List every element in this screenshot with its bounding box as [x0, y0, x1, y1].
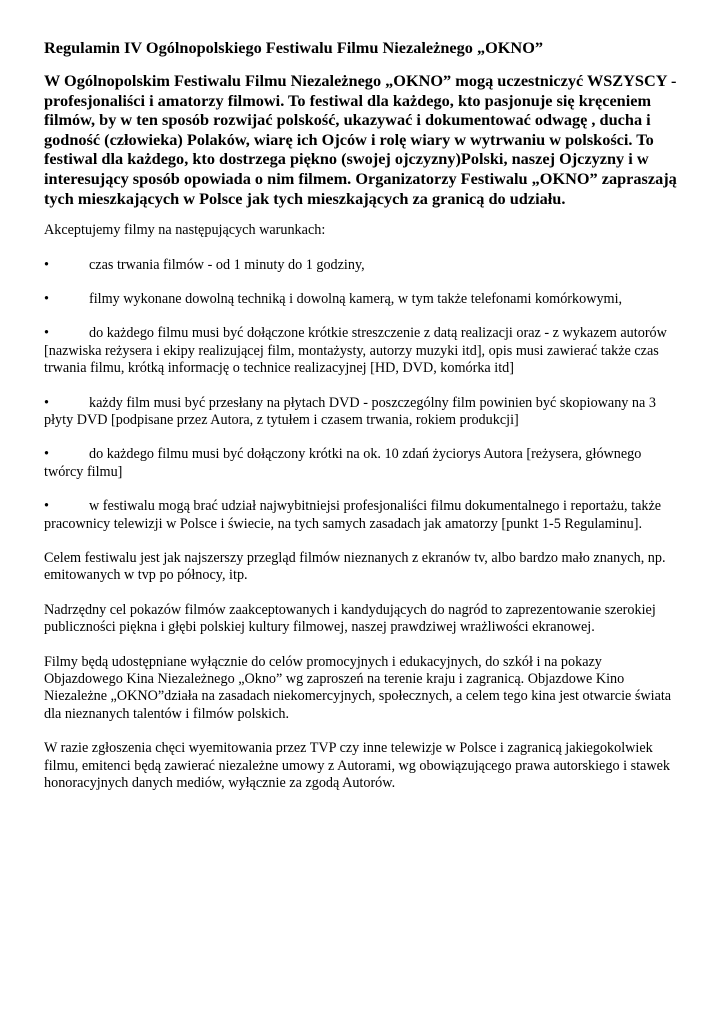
bullet-icon: • [44, 446, 49, 463]
document-page [44, 38, 684, 810]
condition-item [44, 498, 684, 533]
bullet-icon: • [44, 256, 49, 273]
broadcast-rights-paragraph: W razie zgłoszenia chęci wyemitowania przez TVP czy inne telewizje w Polsce i zagranicą jakiegokolwiek filmu, emitenci będą zawierać niezależne umowy z Autorami, wg obowiązującego prawa autorskiego i stawek honoracyjnych danych mediów, wyłącznie za zgodą Autorów. [44, 740, 670, 792]
condition-text: w festiwalu mogą brać udział najwybitniejsi profesjonaliści filmu dokumentalnego i reportażu, także pracownicy telewizji w Polsce i świecie, na tych samych zasadach jak amatorzy [punkt 1-5 Regulaminu]. [44, 498, 662, 532]
document-title: Regulamin IV Ogólnopolskiego Festiwalu Filmu Niezależnego „OKNO” [44, 38, 543, 57]
condition-item [44, 395, 684, 430]
conditions-list [44, 257, 684, 533]
bullet-icon: • [44, 498, 49, 515]
bullet-icon: • [44, 325, 49, 342]
condition-text: do każdego filmu musi być dołączony krótki na ok. 10 zdań życiorys Autora [reżysera, głównego twórcy filmu] [44, 446, 642, 480]
condition-text: filmy wykonane dowolną techniką i dowolną kamerą, w tym także telefonami komórkowymi, [89, 290, 623, 307]
bullet-icon: • [44, 290, 49, 307]
festival-goal-paragraph: Celem festiwalu jest jak najszerszy przegląd filmów nieznanych z ekranów tv, albo bardzo mało znanych, np. emitowanych w tvp po północy, itp. [44, 550, 666, 584]
condition-text: do każdego filmu musi być dołączone krótkie streszczenie z datą realizacji oraz - z wykazem autorów [nazwiska reżysera i ekipy realizującej film, montażysty, autorzy muzyki itd], opis musi zawierać także czas trwania filmu, krótką informację o technice realizacyjnej [HD, DVD, komórka itd] [44, 325, 667, 377]
intro-paragraph: W Ogólnopolskim Festiwalu Filmu Niezależnego „OKNO” mogą uczestniczyć WSZYSCY - profesjonaliści i amatorzy filmowi. To festiwal dla każdego, kto pasjonuje się kręceniem filmów, by w ten sposób rozwijać polskość, ukazywać i dokumentować odwagę , ducha i godność (człowieka) Polaków, wiarę ich Ojców i rolę wiary w wytrwaniu w polskości. To festiwal dla każdego, kto dostrzega piękno (swojej ojczyzny)Polski, naszej Ojczyzny i w interesujący sposób opowiada o nim filmem. Organizatorzy Festiwalu „OKNO” zapraszają tych mieszkających w Polsce jak tych mieszkających za granicą do udziału. [44, 71, 677, 208]
condition-item [44, 446, 684, 481]
bullet-icon: • [44, 394, 49, 411]
screening-purpose-paragraph: Nadrzędny cel pokazów filmów zaakceptowanych i kandydujących do nagród to zaprezentowanie szerokiej publiczności piękna i głębi polskiej kultury filmowej, naszej prawdziwej wrażliwości ekranowej. [44, 601, 656, 636]
condition-item [44, 325, 684, 377]
conditions-intro: Akceptujemy filmy na następujących warunkach: [44, 222, 326, 239]
distribution-paragraph: Filmy będą udostępniane wyłącznie do celów promocyjnych i edukacyjnych, do szkół i na pokazy Objazdowego Kina Niezależnego „Okno” wg zaproszeń na terenie kraju i zagranicą. Objazdowe Kino Niezależne „OKNO”działa na zasadach niekomercyjnych, społecznych, a celem tego kina jest otwarcie świata dla nieznanych talentów i filmów polskich. [44, 653, 672, 722]
condition-item [44, 257, 684, 274]
condition-item [44, 291, 684, 308]
condition-text: czas trwania filmów - od 1 minuty do 1 godziny, [89, 256, 365, 273]
condition-text: każdy film musi być przesłany na płytach DVD - poszczególny film powinien być skopiowany na 3 płyty DVD [podpisane przez Autora, z tytułem i czasem trwania, rokiem produkcji] [44, 394, 656, 428]
